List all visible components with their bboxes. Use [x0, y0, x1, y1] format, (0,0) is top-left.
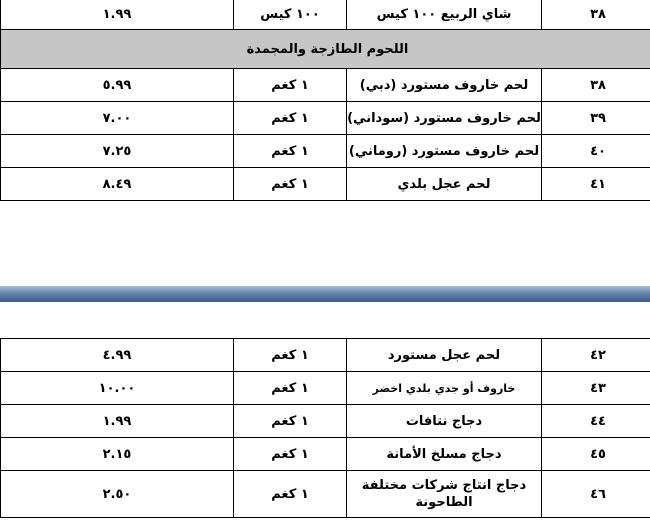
item-unit: ١ كغم	[234, 405, 347, 438]
page-divider-bar	[0, 286, 650, 302]
table-row	[1, 405, 650, 438]
item-unit: ١ كغم	[234, 168, 347, 201]
item-unit: ١ كغم	[234, 471, 347, 518]
item-number: ٤٠	[542, 135, 650, 168]
item-price: ٤.٩٩	[1, 339, 234, 372]
table-row	[1, 135, 650, 168]
item-price: ٨.٤٩	[1, 168, 234, 201]
table-row	[1, 168, 650, 201]
item-number: ٣٨	[542, 69, 650, 102]
price-table-bottom	[0, 338, 650, 518]
item-price: ١٠.٠٠	[1, 372, 234, 405]
item-number: ٤٤	[542, 405, 650, 438]
item-name: لحم خاروف مستورد (روماني)	[347, 135, 542, 168]
item-price: ٢.١٥	[1, 438, 234, 471]
item-number: ٤٢	[542, 339, 650, 372]
section-header-row	[1, 30, 650, 69]
item-name: دجاج انتاج شركات مختلفة الطاحونة	[347, 471, 542, 518]
table-row	[1, 0, 650, 30]
item-number: ٤١	[542, 168, 650, 201]
item-price: ٢.٥٠	[1, 471, 234, 518]
table-row	[1, 372, 650, 405]
item-unit: ١ كغم	[234, 69, 347, 102]
item-unit: ١ كغم	[234, 438, 347, 471]
item-name: لحم عجل مستورد	[347, 339, 542, 372]
item-number: ٤٦	[542, 471, 650, 518]
item-name: لحم خاروف مستورد (دبي)	[347, 69, 542, 102]
item-name: شاي الربيع ١٠٠ كيس	[347, 0, 542, 30]
item-unit: ١٠٠ كيس	[234, 0, 347, 30]
table-row	[1, 471, 650, 518]
item-unit: ١ كغم	[234, 339, 347, 372]
item-price: ١.٩٩	[1, 405, 234, 438]
table-row	[1, 102, 650, 135]
item-price: ٥.٩٩	[1, 69, 234, 102]
item-number: ٣٨	[542, 0, 650, 30]
item-name: لحم عجل بلدي	[347, 168, 542, 201]
item-number: ٣٩	[542, 102, 650, 135]
table-row	[1, 339, 650, 372]
table-row	[1, 438, 650, 471]
item-price: ١.٩٩	[1, 0, 234, 30]
item-name: دجاج مسلخ الأمانة	[347, 438, 542, 471]
item-unit: ١ كغم	[234, 135, 347, 168]
item-number: ٤٥	[542, 438, 650, 471]
item-number: ٤٣	[542, 372, 650, 405]
item-name: لحم خاروف مستورد (سوداني)	[347, 102, 542, 135]
item-name: دجاج نتافات	[347, 405, 542, 438]
item-name: خاروف أو جدي بلدي اخضر	[347, 372, 542, 405]
item-price: ٧.٢٥	[1, 135, 234, 168]
item-unit: ١ كغم	[234, 372, 347, 405]
table-row	[1, 69, 650, 102]
item-unit: ١ كغم	[234, 102, 347, 135]
item-price: ٧.٠٠	[1, 102, 234, 135]
price-table-top	[0, 0, 650, 201]
section-header: اللحوم الطازجة والمجمدة	[1, 30, 650, 69]
